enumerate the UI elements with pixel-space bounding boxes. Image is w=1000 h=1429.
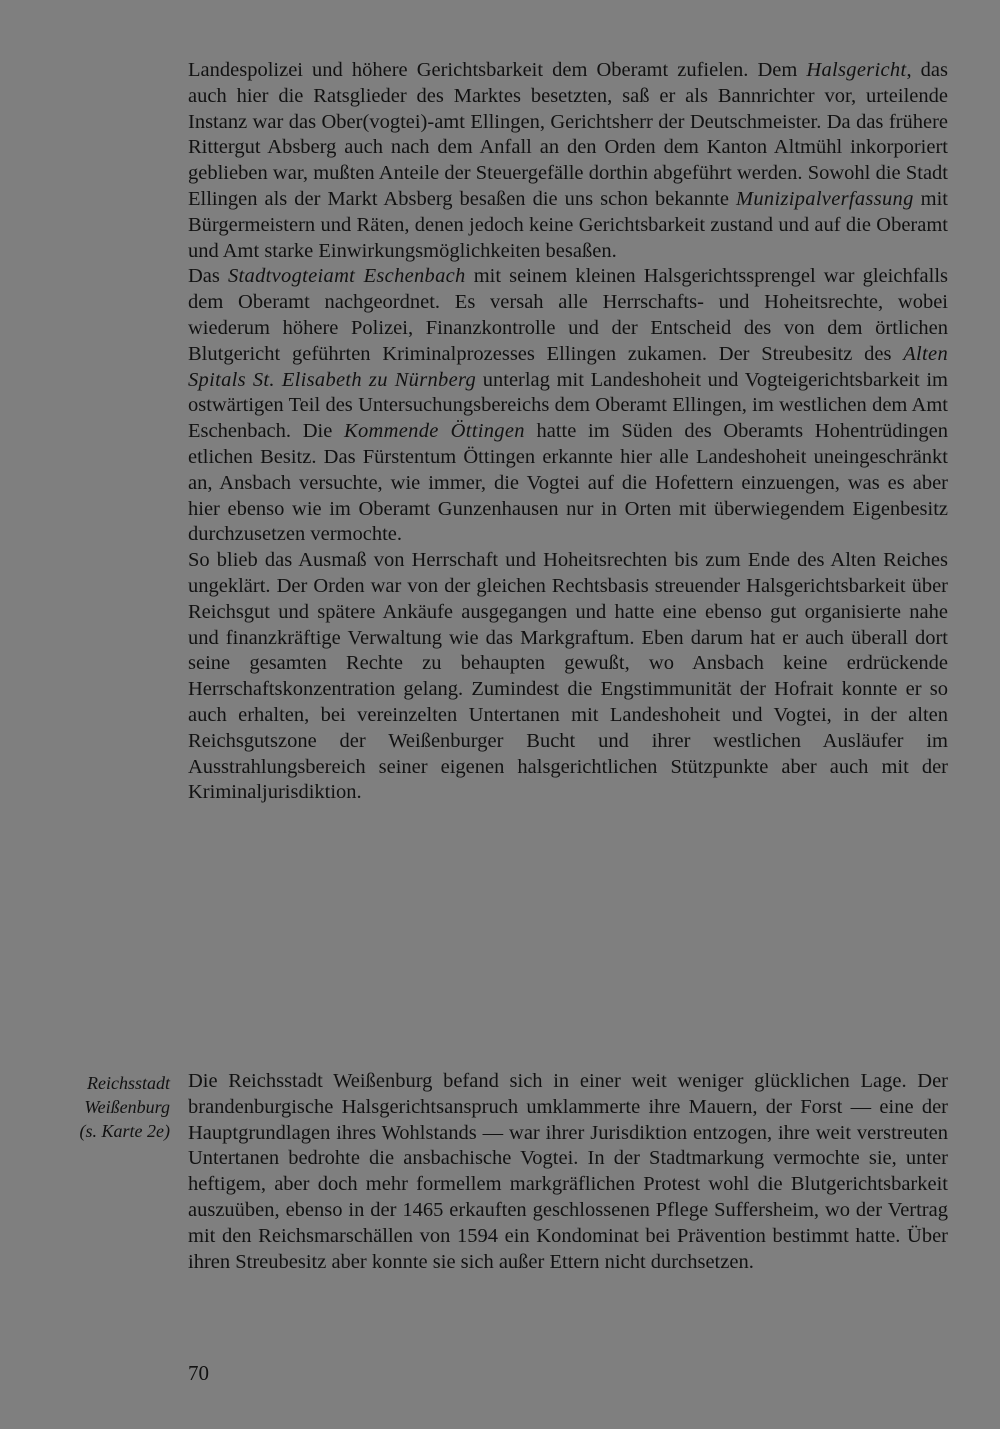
text-run: mit Bürgermeistern und Räten, denen jedoch keine Gerichtsbarkeit zustand und auf die Oberamt und Amt starke Einwirkungsmöglichkeiten besaßen. [188,187,948,262]
italic-term: Kommende Öttingen [344,420,525,443]
margin-note [40,1071,170,1143]
paragraph [188,1069,948,1275]
text-run: Das [188,265,228,288]
paragraph [188,58,948,264]
body-text-top [188,58,948,806]
paragraph [188,264,948,548]
paragraph [188,548,948,806]
margin-note-line: Reichsstadt [87,1073,170,1093]
text-run: So blieb das Ausmaß von Herrschaft und Hoheitsrechten bis zum Ende des Alten Reiches ungeklärt. Der Orden war von der gleichen Rechtsbasis streuender Halsgerichtsbarkeit über Reichsgut und spätere Ankäufe ausgegangen und hatte eine ebenso gut organisierte nahe und finanzkräftige Verwaltung wie das Markgraftum. Eben darum hat er auch überall dort seine gesamten Rechte zu behaupten gewußt, wo Ansbach keine erdrückende Herrschaftskonzentration gelang. Zumindest die Engstimmunität der Hofrait konnte er so auch erhalten, bei vereinzelten Untertanen mit Landeshoheit und Vogtei, in der alten Reichsgutszone der Weißenburger Bucht und ihrer westlichen Ausläufer im Ausstrahlungsbereich seiner eigenen halsgerichtlichen Stützpunkte aber auch mit der Kriminaljurisdiktion. [188,549,948,804]
body-text-bottom [188,1069,948,1275]
page-number: 70 [188,1361,209,1385]
italic-term: Alten Spitals St. Elisabeth zu Nürnberg [188,342,948,391]
text-run: Die Reichsstadt Weißenburg befand sich in einer weit weniger glücklichen Lage. Der brandenburgische Halsgerichtsanspruch umklammerte ihre Mauern, der Forst — eine der Hauptgrundlagen ihres Wohlstands — war ihrer Jurisdiktion entzogen, ihre weit verstreuten Untertanen bedrohte die ansbachische Vogtei. In der Stadtmarkung vermochte sie, unter heftigem, aber doch mehr formellem markgräflichen Protest wohl die Blutgerichtsbarkeit auszuüben, ebenso in der 1465 erkauften geschlossenen Pflege Suffersheim, wo der Vertrag mit den Reichsmarschällen von 1594 ein Kondominat bei Prävention bestimmt hatte. Über ihren Streubesitz aber konnte sie sich außer Ettern nicht durchsetzen. [188,1070,948,1273]
text-run: , das auch hier die Ratsglieder des Marktes besetzten, saß er als Bannrichter vor, urteilende Instanz war das Ober(vogtei)-amt Ellingen, Gerichtsherr der Deutschmeister. Da das frühere Rittergut Absberg auch nach dem Anfall an den Orden dem Kanton Altmühl inkorporiert geblieben war, mußten Anteile der Steuergefälle dorthin abgeführt werden. Sowohl die Stadt Ellingen als der Markt Absberg besaßen die uns schon bekannte [188,59,948,210]
text-run: Landespolizei und höhere Gerichtsbarkeit dem Oberamt zufielen. Dem [188,59,807,81]
text-run: mit seinem kleinen Halsgerichtssprengel war gleichfalls dem Oberamt nachgeordnet. Es versah alle Herrschafts- und Hoheitsrechte, wobei wiederum höhere Polizei, Finanzkontrolle und der Entscheid des von dem örtlichen Blutgericht geführten Kriminalprozesses Ellingen zukamen. Der Streubesitz des [188,265,948,365]
margin-note-line: Weißenburg [84,1097,170,1117]
text-run: unterlag mit Landeshoheit und Vogteigerichtsbarkeit im ostwärtigen Teil des Untersuchungsbereichs dem Oberamt Ellingen, im westlichen dem Amt Eschenbach. Die [188,368,948,443]
italic-term: Stadtvogteiamt Eschenbach [227,265,466,288]
italic-term: Halsgericht [806,59,907,81]
italic-term: Munizipalverfassung [735,187,914,210]
margin-note-line: (s. Karte 2e) [79,1121,170,1141]
text-run: hatte im Süden des Oberamts Hohentrüdingen etlichen Besitz. Das Fürstentum Öttingen erkannte hier alle Landeshoheit uneingeschränkt an, Ansbach versuchte, wie immer, die Vogtei auf die Hofettern einzuengen, was es aber hier ebenso wie im Oberamt Gunzenhausen nur in Orten mit überwiegendem Eigenbesitz durchzusetzen vermochte. [188,420,948,546]
